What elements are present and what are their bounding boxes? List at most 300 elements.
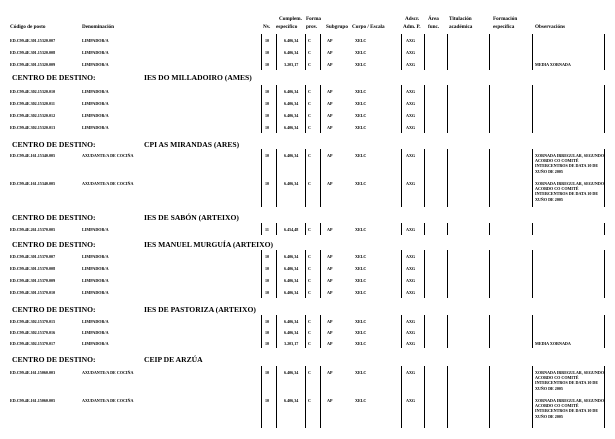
column-divider [604, 286, 605, 298]
column-divider [261, 46, 262, 58]
column-divider [305, 394, 306, 428]
column-divider [424, 46, 425, 58]
column-divider [489, 85, 490, 97]
column-divider [305, 337, 306, 348]
column-divider [276, 366, 277, 394]
header-titulacion-2: académica [449, 24, 473, 30]
column-divider [305, 262, 306, 274]
posto-nivel: 10 [265, 125, 270, 130]
posto-denominacion: LIMPADOR/A [82, 38, 109, 43]
posto-complemento: 6.406,34 [284, 125, 299, 130]
column-divider [424, 274, 425, 286]
column-divider [604, 46, 605, 58]
posto-denominacion: LIMPADOR/A [82, 125, 109, 130]
column-divider [276, 46, 277, 58]
column-divider [489, 274, 490, 286]
posto-subgrupo: AP [327, 266, 333, 271]
destination-center: IES DO MILLADOIRO (AMES) [144, 73, 252, 82]
posto-subgrupo: AP [327, 227, 333, 232]
posto-forma-provision: C [308, 125, 311, 130]
posto-denominacion: LIMPADOR/A [82, 278, 109, 283]
column-divider [320, 34, 321, 46]
column-divider [447, 262, 448, 274]
header-corpo: Corpo / Escala [352, 24, 385, 30]
posto-corpo: XELC [355, 254, 367, 259]
header-forma-1: Forma [306, 16, 321, 22]
posto-nivel: 10 [265, 266, 270, 271]
column-divider [447, 149, 448, 177]
column-divider [276, 274, 277, 286]
column-divider [604, 262, 605, 274]
column-divider [305, 250, 306, 262]
column-divider [261, 337, 262, 348]
column-divider [261, 109, 262, 121]
column-divider [320, 85, 321, 97]
column-divider [320, 286, 321, 298]
posto-complemento: 6.406,34 [284, 278, 299, 283]
column-divider [532, 337, 533, 348]
column-divider [305, 121, 306, 133]
column-divider [532, 58, 533, 70]
column-divider [261, 274, 262, 286]
posto-denominacion: LIMPADOR/A [82, 227, 109, 232]
posto-complemento: 6.406,34 [284, 266, 299, 271]
column-divider [604, 326, 605, 337]
column-divider [401, 286, 402, 298]
posto-denominacion: LIMPADOR/A [82, 101, 109, 106]
column-divider [305, 315, 306, 326]
column-divider [532, 34, 533, 46]
column-divider [447, 326, 448, 337]
posto-nivel: 10 [265, 370, 270, 375]
posto-complemento: 6.406,34 [284, 89, 299, 94]
column-divider [489, 121, 490, 133]
column-divider [604, 315, 605, 326]
posto-adscricion: AXG [406, 319, 416, 324]
posto-denominacion: LIMPADOR/A [82, 330, 109, 335]
posto-code: ED.C99.4E.161.15060.003 [10, 370, 56, 375]
posto-complemento: 6.406,34 [284, 398, 299, 403]
posto-denominacion: LIMPADOR/A [82, 113, 109, 118]
column-divider [261, 97, 262, 109]
column-divider [424, 326, 425, 337]
posto-corpo: XELC [355, 153, 367, 158]
column-divider [424, 223, 425, 235]
posto-adscricion: AXG [406, 38, 416, 43]
column-divider [424, 315, 425, 326]
posto-code: ED.C99.4E.302.15320.013 [10, 125, 56, 130]
posto-forma-provision: C [308, 330, 311, 335]
column-divider [424, 34, 425, 46]
posto-nivel: 10 [265, 278, 270, 283]
header-adscr-2: Adm. P. [403, 24, 421, 30]
column-divider [320, 109, 321, 121]
column-divider [532, 274, 533, 286]
header-area-1: Área [428, 16, 439, 22]
column-divider [320, 223, 321, 235]
posto-corpo: XELC [355, 227, 367, 232]
column-divider [532, 326, 533, 337]
posto-forma-provision: C [308, 398, 311, 403]
posto-code: ED.C99.4E.302.15370.016 [10, 330, 56, 335]
column-divider [305, 223, 306, 235]
column-divider [320, 274, 321, 286]
column-divider [305, 34, 306, 46]
posto-nivel: 10 [265, 398, 270, 403]
header-forma-2: prov. [306, 24, 318, 30]
column-divider [401, 274, 402, 286]
column-divider [489, 223, 490, 235]
column-divider [261, 58, 262, 70]
column-divider [320, 46, 321, 58]
posto-subgrupo: AP [327, 153, 333, 158]
column-divider [447, 223, 448, 235]
posto-nivel: 10 [265, 38, 270, 43]
posto-denominacion: LIMPADOR/A [82, 254, 109, 259]
column-divider [320, 366, 321, 394]
column-divider [320, 262, 321, 274]
header-observacions: Observacións [535, 24, 565, 30]
column-divider [261, 177, 262, 207]
column-divider [261, 250, 262, 262]
column-divider [489, 315, 490, 326]
column-divider [447, 97, 448, 109]
posto-subgrupo: AP [327, 113, 333, 118]
column-divider [305, 286, 306, 298]
header-formacion-2: específica [493, 24, 515, 30]
posto-corpo: XELC [355, 89, 367, 94]
posto-nivel: 10 [265, 290, 270, 295]
posto-forma-provision: C [308, 290, 311, 295]
posto-code: ED.C99.4E.302.15370.015 [10, 319, 56, 324]
posto-subgrupo: AP [327, 398, 333, 403]
posto-nivel: 10 [265, 254, 270, 259]
column-divider [604, 250, 605, 262]
column-divider [276, 177, 277, 207]
column-divider [424, 366, 425, 394]
posto-forma-provision: C [308, 266, 311, 271]
header-codigo: Código de posto [10, 24, 46, 30]
column-divider [276, 149, 277, 177]
header-titulacion-1: Titulación [449, 16, 472, 22]
column-divider [424, 149, 425, 177]
column-divider [447, 366, 448, 394]
column-divider [489, 286, 490, 298]
column-divider [261, 34, 262, 46]
column-divider [320, 394, 321, 428]
column-divider [489, 34, 490, 46]
column-divider [305, 109, 306, 121]
column-divider [532, 394, 533, 428]
column-divider [489, 46, 490, 58]
posto-subgrupo: AP [327, 62, 333, 67]
column-divider [532, 366, 533, 394]
column-divider [489, 149, 490, 177]
column-divider [276, 109, 277, 121]
column-divider [424, 262, 425, 274]
posto-adscricion: AXG [406, 290, 416, 295]
column-divider [447, 286, 448, 298]
column-divider [401, 97, 402, 109]
posto-corpo: XELC [355, 38, 367, 43]
column-divider [532, 46, 533, 58]
column-divider [447, 315, 448, 326]
posto-subgrupo: AP [327, 50, 333, 55]
column-divider [305, 149, 306, 177]
posto-corpo: XELC [355, 341, 367, 346]
destination-center: IES DE PASTORIZA (ARTEIXO) [144, 305, 256, 314]
column-divider [320, 58, 321, 70]
posto-corpo: XELC [355, 181, 367, 186]
column-divider [424, 97, 425, 109]
posto-adscricion: AXG [406, 50, 416, 55]
column-divider [401, 366, 402, 394]
posto-forma-provision: C [308, 181, 311, 186]
posto-code: ED.C99.4E.301.15370.009 [10, 278, 56, 283]
section-label: CENTRO DE DESTINO: [12, 305, 96, 314]
column-divider [532, 223, 533, 235]
column-divider [532, 262, 533, 274]
posto-code: ED.C99.4E.161.15060.005 [10, 398, 56, 403]
posto-nivel: 10 [265, 319, 270, 324]
posto-denominacion: LIMPADOR/A [82, 89, 109, 94]
column-divider [276, 223, 277, 235]
column-divider [447, 109, 448, 121]
column-divider [447, 58, 448, 70]
header-adscr-1: Adscr. [405, 16, 420, 22]
posto-nivel: 10 [265, 113, 270, 118]
posto-code: ED.C99.4E.302.15320.012 [10, 113, 56, 118]
posto-forma-provision: C [308, 370, 311, 375]
posto-subgrupo: AP [327, 330, 333, 335]
column-divider [276, 262, 277, 274]
column-divider [424, 394, 425, 428]
column-divider [276, 337, 277, 348]
posto-adscricion: AXG [406, 341, 416, 346]
posto-complemento: 3.203,17 [284, 341, 299, 346]
section-label: CENTRO DE DESTINO: [12, 73, 96, 82]
column-divider [261, 315, 262, 326]
destination-center: IES DE SABÓN (ARTEIXO) [144, 213, 239, 222]
column-divider [447, 337, 448, 348]
posto-subgrupo: AP [327, 101, 333, 106]
header-denominacion: Denominación [82, 24, 114, 30]
column-divider [320, 149, 321, 177]
posto-denominacion: AXUDANTE/A DE COCIÑA [82, 153, 134, 158]
posto-adscricion: AXG [406, 125, 416, 130]
posto-subgrupo: AP [327, 38, 333, 43]
posto-corpo: XELC [355, 101, 367, 106]
posto-forma-provision: C [308, 89, 311, 94]
column-divider [532, 315, 533, 326]
posto-complemento: 3.203,17 [284, 62, 299, 67]
posto-forma-provision: C [308, 341, 311, 346]
column-divider [447, 394, 448, 428]
column-divider [320, 121, 321, 133]
posto-adscricion: AXG [406, 101, 416, 106]
posto-code: ED.C99.4E.301.15320.009 [10, 62, 56, 67]
column-divider [276, 326, 277, 337]
column-divider [447, 177, 448, 207]
header-formacion-1: Formación [493, 16, 518, 22]
column-divider [489, 177, 490, 207]
column-divider [489, 394, 490, 428]
column-divider [261, 262, 262, 274]
column-divider [276, 85, 277, 97]
column-divider [320, 250, 321, 262]
posto-complemento: 6.406,34 [284, 113, 299, 118]
column-divider [447, 46, 448, 58]
column-divider [424, 58, 425, 70]
column-divider [424, 85, 425, 97]
column-divider [261, 366, 262, 394]
posto-subgrupo: AP [327, 125, 333, 130]
column-divider [532, 149, 533, 177]
column-divider [305, 366, 306, 394]
posto-denominacion: LIMPADOR/A [82, 50, 109, 55]
column-divider [447, 274, 448, 286]
header-area-2: func. [428, 24, 440, 30]
column-divider [305, 46, 306, 58]
posto-nivel: 10 [265, 101, 270, 106]
column-divider [447, 121, 448, 133]
posto-code: ED.C99.4E.161.15340.005 [10, 153, 56, 158]
column-divider [276, 286, 277, 298]
column-divider [276, 34, 277, 46]
column-divider [276, 315, 277, 326]
posto-corpo: XELC [355, 398, 367, 403]
column-divider [276, 394, 277, 428]
column-divider [401, 177, 402, 207]
posto-adscricion: AXG [406, 278, 416, 283]
posto-adscricion: AXG [406, 113, 416, 118]
posto-denominacion: LIMPADOR/A [82, 266, 109, 271]
posto-code: ED.C99.4E.302.15320.011 [10, 101, 55, 106]
posto-code: ED.C99.4E.161.15340.005 [10, 181, 56, 186]
column-divider [532, 97, 533, 109]
header-subgrupo: Subgrupo [326, 24, 348, 30]
posto-code: ED.C99.4E.302.15320.010 [10, 89, 56, 94]
column-divider [305, 274, 306, 286]
posto-corpo: XELC [355, 62, 367, 67]
posto-complemento: 6.406,34 [284, 50, 299, 55]
posto-corpo: XELC [355, 125, 367, 130]
column-divider [489, 97, 490, 109]
posto-forma-provision: C [308, 38, 311, 43]
column-divider [320, 97, 321, 109]
column-divider [401, 58, 402, 70]
posto-adscricion: AXG [406, 254, 416, 259]
header-complem-2: específico [276, 24, 298, 30]
column-divider [489, 262, 490, 274]
posto-corpo: XELC [355, 266, 367, 271]
column-divider [401, 223, 402, 235]
posto-code: ED.C99.4E.301.15320.007 [10, 38, 56, 43]
column-divider [604, 97, 605, 109]
posto-code: ED.C99.4E.261.15370.005 [10, 227, 56, 232]
posto-forma-provision: C [308, 319, 311, 324]
column-divider [401, 85, 402, 97]
posto-complemento: 6.406,34 [284, 101, 299, 106]
column-divider [261, 85, 262, 97]
posto-subgrupo: AP [327, 290, 333, 295]
column-divider [276, 121, 277, 133]
posto-observacions: MEDIA XORNADA [535, 341, 571, 346]
column-divider [489, 109, 490, 121]
column-divider [604, 274, 605, 286]
posto-complemento: 6.406,34 [284, 254, 299, 259]
column-divider [261, 394, 262, 428]
destination-center: CEIP DE ARZÚA [144, 355, 203, 364]
posto-complemento: 6.406,34 [284, 370, 299, 375]
posto-nivel: 10 [265, 330, 270, 335]
column-divider [447, 34, 448, 46]
section-label: CENTRO DE DESTINO: [12, 213, 96, 222]
posto-subgrupo: AP [327, 341, 333, 346]
posto-complemento: 6.454,48 [284, 227, 299, 232]
destination-center: IES MANUEL MURGUÍA (ARTEIXO) [144, 240, 274, 249]
column-divider [532, 121, 533, 133]
column-divider [261, 149, 262, 177]
posto-nivel: 11 [265, 227, 269, 232]
posto-subgrupo: AP [327, 254, 333, 259]
column-divider [401, 337, 402, 348]
column-divider [424, 337, 425, 348]
column-divider [447, 250, 448, 262]
column-divider [261, 223, 262, 235]
posto-denominacion: AXUDANTE/A DE COCIÑA [82, 370, 134, 375]
posto-corpo: XELC [355, 113, 367, 118]
column-divider [276, 97, 277, 109]
posto-code: ED.C99.4E.301.15370.010 [10, 290, 56, 295]
posto-subgrupo: AP [327, 319, 333, 324]
posto-observacions: MEDIA XORNADA [535, 62, 571, 67]
column-divider [532, 109, 533, 121]
posto-corpo: XELC [355, 370, 367, 375]
column-divider [489, 58, 490, 70]
posto-corpo: XELC [355, 50, 367, 55]
posto-subgrupo: AP [327, 181, 333, 186]
column-divider [320, 326, 321, 337]
column-divider [320, 177, 321, 207]
posto-subgrupo: AP [327, 278, 333, 283]
posto-forma-provision: C [308, 278, 311, 283]
section-label: CENTRO DE DESTINO: [12, 355, 96, 364]
column-divider [489, 250, 490, 262]
posto-observacions: XORNADA IRREGULAR, SEGUNDO ACORDO CO COMITÉ INTERCENTROS DE DATA 10 DE XUÑO DE 2005 [535, 370, 605, 391]
posto-corpo: XELC [355, 319, 367, 324]
column-divider [305, 85, 306, 97]
column-divider [261, 121, 262, 133]
column-divider [532, 250, 533, 262]
column-divider [532, 177, 533, 207]
posto-nivel: 10 [265, 62, 270, 67]
section-label: CENTRO DE DESTINO: [12, 140, 96, 149]
posto-corpo: XELC [355, 330, 367, 335]
posto-adscricion: AXG [406, 398, 416, 403]
column-divider [261, 326, 262, 337]
column-divider [305, 58, 306, 70]
header-nv: Nv. [263, 24, 271, 30]
column-divider [532, 286, 533, 298]
column-divider [424, 177, 425, 207]
column-divider [305, 326, 306, 337]
posto-forma-provision: C [308, 153, 311, 158]
posto-adscricion: AXG [406, 89, 416, 94]
column-divider [320, 337, 321, 348]
column-divider [401, 34, 402, 46]
posto-denominacion: LIMPADOR/A [82, 319, 109, 324]
